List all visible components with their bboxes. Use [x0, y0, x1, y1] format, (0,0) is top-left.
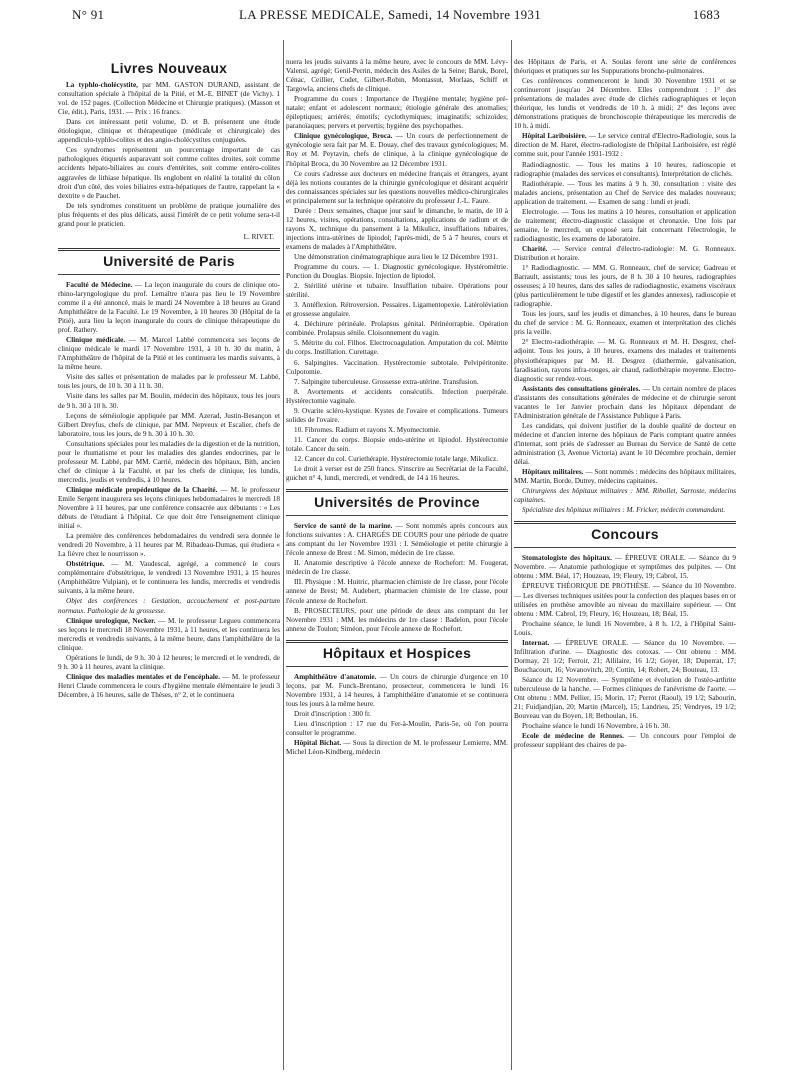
article-lead: La typhlo-cholécystite, [66, 81, 138, 90]
article-text: — Service central d'électro-radiologie: M. G. Ronneaux. Distribution et horaire. [514, 244, 736, 262]
article-paragraph [58, 336, 280, 372]
article-paragraph [514, 245, 736, 263]
issue-number: N° 91 [72, 7, 105, 22]
article-text: par MM. GASTON DURAND, assistant de consultation spéciale à l'hôpital de la Pitié, et M.-E. BINET (de Vichy). 1 vol. de 152 pages. (Collection Médecine et Chirurgie pratiques). (Masson et Cie, édit.), Paris, 1931. — Prix : 16 francs. [58, 81, 280, 117]
section-divider [58, 274, 280, 275]
article-text: — La leçon inaugurale du cours de clinique oto-rhino-laryngologique du prof. Lemaître n'aura pas lieu le 19 Novembre comme il a été annoncé, mais le mardi 24 Novembre à 18 heures au Grand Amphithéâtre de la Faculté. Le 19 Novembre, à 10 heures 30 (Hôpital de la Pitié), aura lieu la leçon inaugurale du cours de clinique thérapeutique du prof. Rathery. [58, 280, 280, 335]
article-paragraph: Opérations le lundi, de 9 h. 30 à 12 heures; le mercredi et le vendredi, de 9 h. 30 à 11 heures, avant la clinique. [58, 653, 280, 671]
article-paragraph: Consultations spéciales pour les maladies de la digestion et de la nutrition, pour le rhumatisme et pour les maladies des glandes endocrines, par le professeur M. Labbé, par MM. Carrié, médecin des hôpitaux, Bith, ancien chef de clinique à la Faculté, et par les chefs de clinique, les lundis, mercredis, jeudis et vendredis, à 10 heures. [58, 439, 280, 484]
section-title: Concours [591, 526, 659, 543]
article-lead: Clinique médicale propédeutique de la Charité. [66, 485, 218, 494]
article-paragraph [514, 639, 736, 675]
article-paragraph: 3. Antéflexion. Rétroversion. Pessaires. Ligamentopexie. Latéroléviation et grossesse angulaire. [286, 301, 508, 319]
article-paragraph: Radiothérapie. — Tous les matins à 9 h. 30, consultation : visite des malades anciens, présentation au Chef de Service des malades nouveaux; application de traitement. — Examen de sang : lundi et jeudi. [514, 179, 736, 206]
article-lead: Clinique urologique, Necker. [66, 616, 156, 625]
column-divider [283, 40, 284, 1070]
article-paragraph: ÉPREUVE THÉORIQUE DE PROTHÈSE. — Séance du 10 Novembre. — Les diverses techniques usitées pour la confection des plaques bases en or utilisées en prothèse amovible au niveau du maxillaire supérieur. — Ont obtenu : MM. Cabrol, 19; Fleury, 16; Houzeau, 18; Béal, 15. [514, 582, 736, 618]
article-paragraph: Une démonstration cinématographique aura lieu le 12 Décembre 1931. [294, 252, 498, 261]
article-paragraph: Programme du cours. — 1. Diagnostic gynécologique. Hystérométrie. Ponction du Douglas. Biopsie. Injection de lipiodol. [286, 263, 508, 281]
article-paragraph: Chirurgiens des hôpitaux militaires : MM. Ribollet, Sarroste, médecins capitaines. [514, 487, 736, 505]
article-lead: Amphithéâtre d'anatomie. [294, 672, 377, 681]
article-paragraph [286, 739, 508, 757]
article-lead: Faculté de Médecine. [66, 280, 133, 289]
article-paragraph [514, 468, 736, 486]
article-paragraph: Radiodiagnostic. — Tous les matins à 10 heures, radioscopie et radiographie (malades des services et consultants). Interprétation de clichés. [514, 160, 736, 178]
column-1 [58, 58, 280, 701]
article-paragraph: nuera les jeudis suivants à la même heure, avec le concours de MM. Lévy-Valensi, agrégé; Genil-Perrin, médecin des Asiles de la Seine; Baruk, Borel, Cénac, Ceillier, Codet, Gilbert-Robin, Montassut, Morlaas, Schiff et Targowla, anciens chefs de clinique. [286, 58, 508, 94]
article-lead: Internat. [522, 638, 550, 647]
article-paragraph [58, 617, 280, 653]
article-paragraph [286, 522, 508, 558]
article-paragraph [514, 132, 736, 159]
article-text: — M. le professeur Legueu commencera ses leçons le mercredi 18 Novembre 1931, à 11 heures, et les continuera les mercredis et vendredis suivants, à la même heure, dans l'amphithéâtre de la clinique. [58, 616, 281, 652]
article-paragraph: III. Physique : M. Huitric, pharmacien chimiste de 1re classe, pour l'école annexe de Brest; M. Audebert, pharmacien chimiste de 1re classe, pour l'école annexe de Rochefort. [286, 578, 508, 605]
article-paragraph: 7. Salpingite tuberculeuse. Grossesse extra-utérine. Transfusion. [294, 377, 479, 386]
page-number: 1683 [692, 7, 720, 22]
article-paragraph [58, 81, 280, 117]
article-paragraph: Leçons de séméiologie appliquée par MM. Azerad, Justin-Besançon et Gilbert Dreyfus, chefs de clinique, par MM. Nepveux et Escalier, chefs de laboratoire, tous les jours, de 9 h. 30 à 10 h. 30. [58, 411, 280, 438]
column-divider [511, 40, 512, 1070]
article-paragraph: 4. Déchirure périnéale. Prolapsus génital. Périnéorraphie. Opération combinée. Prolapsus sénile. Cloisonnement du vagin. [286, 320, 508, 338]
article-paragraph [58, 281, 280, 335]
article-lead: Charité. [522, 244, 548, 253]
article-paragraph: Dans cet intéressant petit volume, D. et B. présentent une étude étiologique, clinique et thérapeutique (médicale et chirurgicale) des appendiculo-typhlo-colites et des angio-cholécystites conjuguées. [58, 118, 280, 145]
article-paragraph: 6. Salpingites. Vaccination. Hystérectomie subtotale. Pelvipéritonite. Colpotomie. [286, 358, 508, 376]
article-text: — M. Vaudescal, agrégé, a commencé le cours complémentaire d'obstétrique, le vendredi 13 Novembre 1931, à 15 heures (Amphithéâtre Vulpian), et le continuera les lundis, mercredis et vendredis suivants, à la même heure. [58, 560, 280, 596]
page-header [60, 7, 720, 27]
article-paragraph: Le droit à verser est de 250 francs. S'inscrire au Secrétariat de la Faculté, guichet n° 4, lundi, mercredi, et vendredi, de 14 à 16 heures. [286, 465, 508, 483]
article-paragraph: De tels syndromes constituent un problème de pratique journalière des plus fréquents et des plus délicats, aussi l'intérêt de ce petit volume sera-t-il grand pour le praticien. [58, 201, 280, 228]
section-divider [286, 489, 508, 492]
article-paragraph [514, 385, 736, 421]
article-text: — ÉPREUVE ORALE. — Séance du 10 Novembre. — Infiltration d'urine. — Diagnostic des cotoxas. — Ont obtenu : MM. Dormay, 21 1/2; Ferroir, 21; Allilaire, 16 1/2; Goyer, 18; Duperrat, 17; Bouchacourt, 16; Vovanovitch, 20; Cottin, 14; Robert, 24; Bouteau, 13. [514, 638, 736, 674]
article-text: — M. le professeur Henri Claude commencera le cours d'hygiène mentale élémentaire le jeudi 3 Décembre, à 16 heures, salle de Thèses, n° 2, et le continuera [58, 672, 280, 699]
article-lead: Service de santé de la marine. [294, 522, 393, 531]
article-lead: Obstétrique. [66, 560, 105, 569]
masthead-title: LA PRESSE MEDICALE, Samedi, 14 Novembre 1931 [238, 7, 542, 22]
article-paragraph: Durée : Deux semaines, chaque jour sauf le dimanche, le matin, de 10 à 12 heures, visites, opérations, consultations, applications de radium et de rayons X, technique du pansement à la Mikulicz, insufflations tubaires, injections intra-utérines de lipiodol; l'après-midi, de 5 à 7 heures, cours et examens de malades à l'Amphithéâtre. [286, 206, 508, 251]
article-paragraph [514, 732, 736, 750]
article-paragraph: Visite dans les salles par M. Boulin, médecin des hôpitaux, tous les jours de 9 h. 30 à 10 h. 30. [58, 392, 280, 410]
article-lead: Clinique médicale. [66, 336, 126, 345]
section-title: Hôpitaux et Hospices [322, 644, 472, 661]
section-title: Université de Paris [103, 252, 235, 269]
article-text: — M. le professeur Emile Sergent inaugurera ses leçons cliniques hebdomadaires le mercredi 18 Novembre à 11 heures, par une conférence consacrée aux débutants : « Les débuts de l'étudiant à l'hôpital. Ce que doit être l'enseignement clinique initial ». [58, 485, 281, 531]
article-paragraph: Lieu d'inscription : 17 rue du Fer-à-Moulin, Paris-5e, où l'on pourra consulter le programme. [286, 720, 508, 738]
article-text: — ÉPREUVE ORALE. — Séance du 9 Novembre. — Anatomie pathologique et symptômes des pulpites. — Ont obtenu : MM. Béal, 17; Houzeau, 19; Fleury, 19; Cabrol, 15. [514, 554, 737, 581]
signature: L. RIVET. [243, 232, 274, 241]
article-lead: Hôpital Bichat. [294, 739, 342, 748]
article-paragraph: Ces syndromes représentent un pourcentage important de cas pathologiques étiquetés auparavant soit comme colites droites, soit comme accidents hépato-biliaires au cours d'entérites, soit comme entéro-colites aggravées de lithiase hépatique. Ils englobent en réalité la totalité du côlon droit d'un côté, des voies biliaires extra-hépatiques de l'autre, rappelant la « dextrite » de Pauchet. [58, 146, 280, 200]
article-paragraph: Prochaine séance, le lundi 16 Novembre, à 8 h. 1/2, à l'Hôpital Saint-Louis. [514, 619, 736, 637]
article-paragraph [58, 673, 280, 700]
article-text: — Un concours pour l'emploi de professeur suppléant des chaires de pa- [514, 732, 736, 750]
article-lead: Assistants des consultations générales. [522, 384, 641, 393]
section-divider [514, 547, 736, 548]
article-paragraph: Ce cours s'adresse aux docteurs en médecine français et étrangers, ayant déjà les notions courantes de la chirurgie gynécologique et désirant acquérir des connaissances spéciales sur les questions nouvelles médico-chirurgicales et principalement sur la technique opératoire du professeur J.-L. Faure. [286, 169, 508, 205]
column-2 [286, 58, 508, 758]
article-paragraph: Séance du 12 Novembre. — Symptôme et évolution de l'ostéo-arthrite tuberculeuse de la hanche. — Formes cliniques de l'anévrisme de l'aorte. — Ont obtenu : MM. Pellier, 15; Morin, 17; Perrot (Raoul), 19 1/2; Sabourin, 21; Fuidjandjian, 20; Martin (Marcel), 15; Landrieu, 25; Vendryes, 19 1/2; Bouveau van du Boyen, 18; Bethoulan, 16. [514, 675, 736, 721]
article-text: — Sous la direction de M. le professeur Lemierre, MM. Michel Léon-Kindberg, médecin [286, 739, 508, 757]
article-paragraph: 12. Cancer du col. Curiethérapie. Hystérectomie totale large. Mikulicz. [294, 454, 499, 463]
section-divider [286, 515, 508, 516]
article-paragraph: 2. Stérilité utérine et tubaire. Insufflation tubaire. Opérations pour stérilité. [286, 282, 508, 300]
article-text: — Le service central d'Electro-Radiologie, sous la direction de M. Haret, électro-radiologiste de l'hôpital Lariboisière, est réglé comme suit, pour l'année 1931-1932 : [514, 132, 736, 159]
article-paragraph: B. PROSECTEURS, pour une période de deux ans comptant du 1er Novembre 1931 : MM. les médecins de 1re classe : Badelon, pour l'école annexe de Toulon; Siméon, pour l'école annexe de Rochefort. [286, 606, 508, 633]
article-paragraph [286, 132, 508, 168]
section-divider [58, 248, 280, 251]
article-paragraph: 11. Cancer du corps. Biopsie endo-utérine et lipiodol. Hystérectomie totale. Cancer du sein. [286, 435, 508, 453]
article-paragraph [58, 486, 280, 531]
article-paragraph: Visite des salles et présentation de malades par le professeur M. Labbé, tous les jours, de 10 h. 30 à 11 h. 30. [58, 373, 280, 391]
article-text: — Sont nommés après concours aux fonctions suivantes : A. CHARGÉS DE COURS pour une période de quatre ans comptant du 1er Novembre 1931 : I. Séméiologie et petite chirurgie à l'école annexe de Brest : M. Simon, médecin de 1re classe. [286, 522, 509, 558]
section-divider [286, 666, 508, 667]
article-text: — Un certain nombre de places d'assistants des consultations générales de médecine et de chirurgie seront vacantes le 1er Janvier prochain dans les hôpitaux dépendant de l'Administration générale de l'Assistance Publique à Paris. [514, 384, 736, 420]
article-lead: Hôpital Lariboisière. [522, 132, 587, 141]
article-paragraph: 1° Radiodiagnostic. — MM. G. Ronneaux, chef de service; Gadreau et Barrault, assistants; tous les jours, de 8 h. 30 à 10 heures, radiographies osseuses; à 10 heures, dans des salles de radiodiagnostic, examens viscéraux (plus particulièrement le tube digestif et les glandes annexes), radioscopie et radiographie. [514, 264, 736, 309]
article-text: — Sont nommés : médecins des hôpitaux militaires, MM. Martin, Borde, Dutrey, médecins capitaines. [514, 468, 736, 486]
article-paragraph [286, 673, 508, 709]
article-paragraph: Ces conférences commenceront le lundi 30 Novembre 1931 et se continueront jusqu'au 24 Décembre. Elles comprendront : 1° des présentations de malades avec étude de clichés radiographiques et leçon théorique, les lundis et vendredis de 10 h. à midi; 2° des leçons avec démonstrations pratiques de bronchoscopie thérapeutique les mercredis de 10 h. à midi. [514, 77, 736, 131]
article-paragraph: 2° Electro-radiothérapie. — M. G. Ronneaux et M. H. Desgrez, chef-adjoint. Tous les jours, à 10 heures, examens des malades et traitements physiothérapiques par M. H. Desgrez (diathermie, galvanisation, faradisation, rayons infra-rouges, air chaud, radiothérapie moyenne. Electro-diagnostic sur rendez-vous. [514, 338, 736, 383]
column-3 [514, 58, 736, 751]
article-lead: Clinique gynécologique, Broca. [294, 132, 393, 141]
article-paragraph: Tous les jours, sauf les jeudis et dimanches, à 10 heures, dans le bureau du chef de service : M. G. Ronneaux, examen et interprétation des clichés pris la veille. [514, 310, 736, 337]
article-paragraph: Spécialiste des hôpitaux militaires : M. Fricker, médecin commandant. [522, 506, 726, 515]
section-divider [514, 521, 736, 524]
article-paragraph: Objet des conférences : Gestation, accouchement et post-partum normaux. Pathologie de la grossesse. [58, 597, 280, 615]
article-paragraph: Electrologie. — Tous les matins à 10 heures, consultation et application de traitement; électro-diagnostic classique et chronaxie. Une fois par semaine, le mercredi, un exposé sera fait concernant l'électrologie, le radiodiagnostic, les examens de laboratoire. [514, 207, 736, 243]
article-lead: Hôpitaux militaires. [522, 468, 584, 477]
article-paragraph: Les candidats, qui doivent justifier de la double qualité de docteur en médecine et d'ancien interne des hôpitaux de Paris comptant quatre années d'internat, sont priés de s'adresser au Bureau du Service de Santé de cette administration (3, Avenue Victoria) avant le 10 Décembre prochain, dernier délai. [514, 421, 736, 467]
article-paragraph: La première des conférences hebdomadaires du vendredi sera donnée le vendredi 20 Novembre, à 11 heures par M. Ribadeau-Dumas, qui étudiera « La fièvre chez le nourrisson ». [58, 532, 280, 559]
article-paragraph: 8. Avortements et accidents consécutifs. Infection puerpérale. Hystérectomie vaginale. [286, 387, 508, 405]
section-title: Livres Nouveaux [110, 60, 228, 76]
article-text: — Un cours de perfectionnement de gynécologie sera fait par M. E. Douay, chef des travaux gynécologiques; M. Roy et M. Peytavin, chefs de clinique, à la clinique gynécologique de l'hôpital Broca, du 30 Novembre au 12 Décembre 1931. [286, 132, 508, 168]
article-paragraph: 10. Fibromes. Radium et rayons X. Myomectomie. [294, 425, 441, 434]
article-lead: Clinique des maladies mentales et de l'encéphale. [66, 672, 220, 681]
article-paragraph: Prochaine séance le lundi 16 Novembre, à 16 h. 30. [522, 722, 671, 731]
article-lead: Ecole de médecine de Rennes. [522, 732, 624, 741]
article-paragraph: Droit d'inscription : 300 fr. [294, 709, 371, 718]
article-paragraph [514, 554, 736, 581]
article-paragraph: des Hôpitaux de Paris, et A. Soulas feront une série de conférences théoriques et pratiques sur les Suppurations broncho-pulmonaires. [514, 58, 736, 76]
article-paragraph: Programme du cours : Importance de l'hygiène mentale; hygiène pré-natale; enfant et adolescent normaux; étiologie générale des anomalies; épileptiques; arriérés; émotifs; cyclothymiques; imaginatifs; schizoïdes; paranoïaques; pervers et pervertis; hygiène des psychopathes. [286, 95, 508, 131]
section-title: Universités de Province [314, 494, 480, 511]
article-paragraph: II. Anatomie descriptive à l'école annexe de Rochefort: M. Fougerat, médecin de 1re classe. [286, 559, 508, 577]
article-text: — Un cours de chirurgie d'urgence en 10 leçons, par M. Funck-Brentano, prosecteur, commencera le lundi 16 Novembre 1931, à 14 heures, à l'amphithéâtre d'anatomie et se continuera tous les jours à la même heure. [286, 672, 508, 708]
article-paragraph [58, 560, 280, 596]
section-divider [286, 640, 508, 643]
article-text: — M. Marcel Labbé commencera ses leçons de clinique médicale le mardi 17 Novembre 1931, à 10 h. 30 du matin, à l'Amphithéâtre de l'hôpital de la Pitié et les continuera les mardis suivants, à la même heure. [58, 336, 280, 372]
article-paragraph: 5. Métrite du col. Filhos. Electrocoagulation. Amputation du col. Métrite du corps. Instillation. Curettage. [286, 339, 508, 357]
article-lead: Stomatologiste des hôpitaux. [522, 554, 612, 563]
article-paragraph: 9. Ovarite scléro-kystique. Kystes de l'ovaire et complications. Tumeurs solides de l'ovaire. [286, 406, 508, 424]
